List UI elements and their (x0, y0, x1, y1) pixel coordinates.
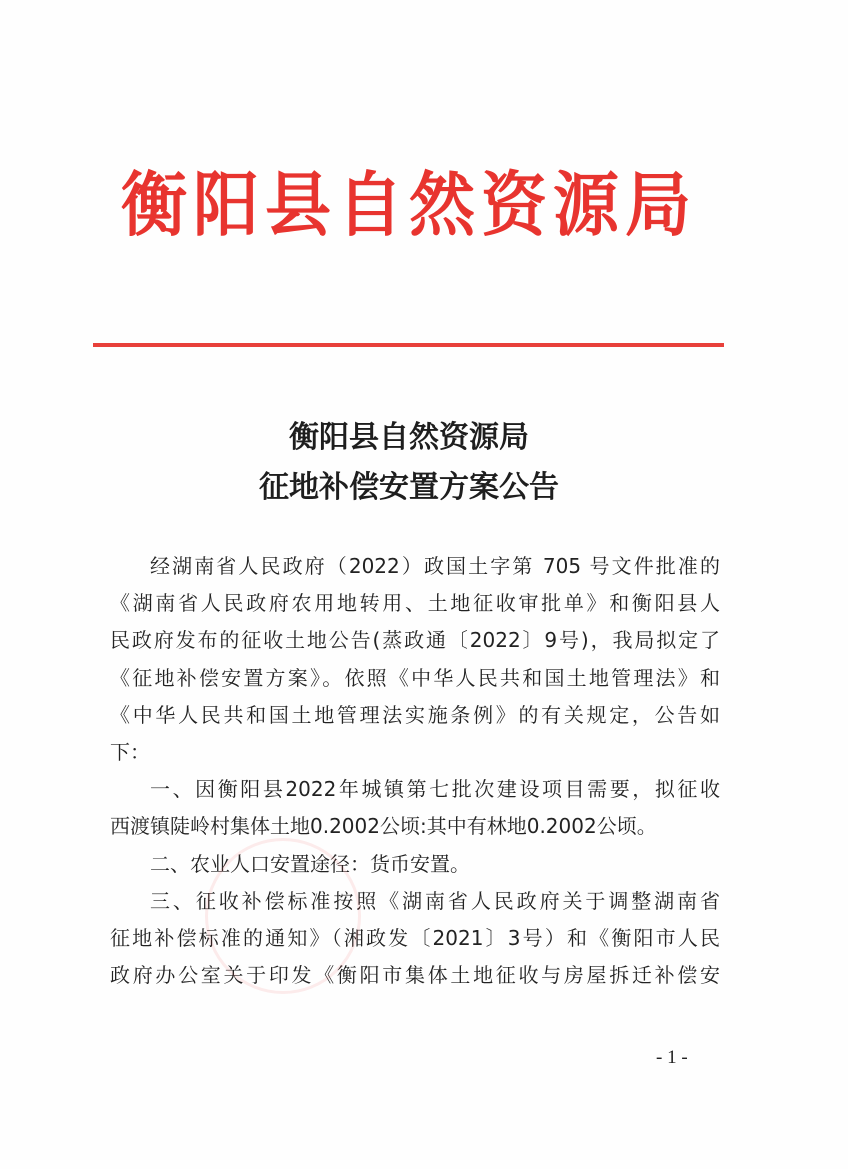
body-line: 下： (110, 739, 150, 764)
body-line: 征地补偿标准的通知》（湘政发〔2021〕3号）和《衡阳市人民 (110, 925, 720, 950)
issuing-organization-header: 衡阳县自然资源局 (121, 163, 697, 246)
body-line: 民政府发布的征收土地公告(蒸政通〔2022〕9号)，我局拟定了 (110, 628, 720, 653)
page-number: - 1 - (656, 1047, 688, 1068)
announcement-body (110, 548, 720, 994)
body-line: 经湖南省人民政府（2022）政国土字第 705 号文件批准的 (150, 554, 720, 578)
body-line: 二、农业人口安置途径：货币安置。 (150, 851, 470, 876)
body-line: 政府办公室关于印发《衡阳市集体土地征收与房屋拆迁补偿安 (110, 963, 720, 988)
body-line: 三、征收补偿标准按照《湖南省人民政府关于调整湖南省 (150, 888, 720, 913)
body-line: 西渡镇陡岭村集体土地0.2002公顷:其中有林地0.2002公顷。 (110, 814, 657, 839)
body-line: 《征地补偿安置方案》。依照《中华人民共和国土地管理法》和 (110, 665, 720, 690)
red-header-rule (93, 343, 724, 347)
body-line: 一、因衡阳县2022年城镇第七批次建设项目需要，拟征收 (150, 777, 720, 802)
body-line: 《中华人民共和国土地管理法实施条例》的有关规定，公告如 (110, 702, 720, 727)
body-line: 《湖南省人民政府农用地转用、土地征收审批单》和衡阳县人 (110, 591, 720, 616)
title-line-1: 衡阳县自然资源局 (289, 420, 529, 455)
announcement-title (95, 413, 723, 513)
title-line-2: 征地补偿安置方案公告 (259, 470, 559, 505)
